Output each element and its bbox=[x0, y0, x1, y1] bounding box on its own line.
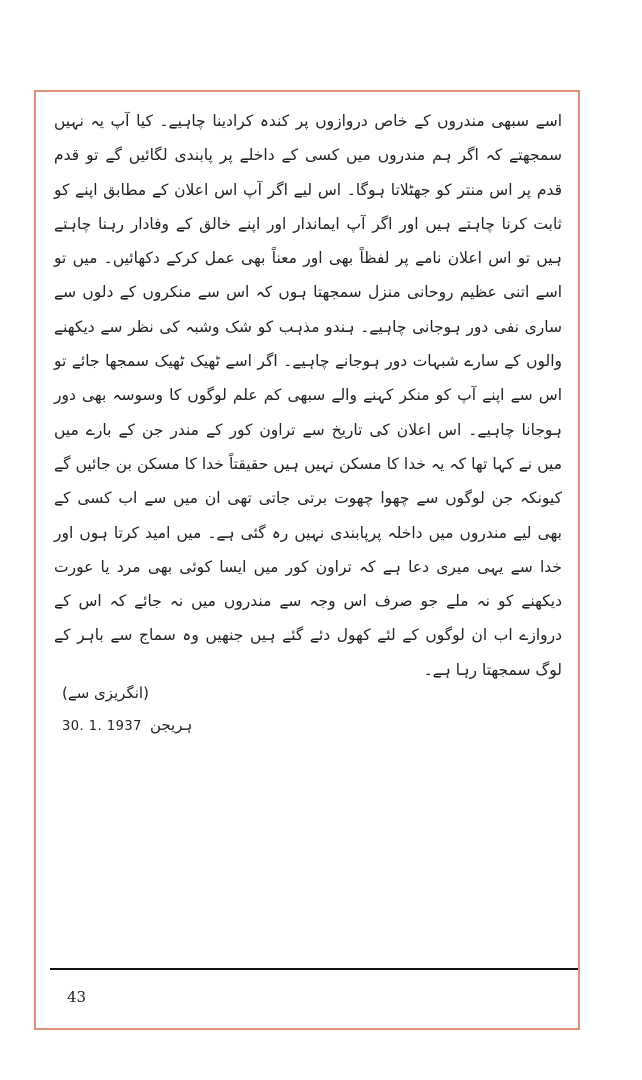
publication-line bbox=[62, 716, 192, 734]
publication-name: ہریجن bbox=[149, 716, 193, 734]
body-paragraph: اسے سبھی مندروں کے خاص دروازوں پر کندہ کرادینا چاہیے۔ کیا آپ یہ نہیں سمجھتے کہ اگر ہم مندروں میں کسی کے داخلے پر پابندی لگائیں گے تو قدم قدم پر اس منتر کو جھٹلاتا ہوگا۔ اس لیے اگر آپ اس اعلان کے مطابق اپنے کو ثابت کرنا چاہتے ہیں اور اگر آپ ایماندار اور اپنے خالق کے وفادار رہنا چاہتے ہیں تو اس اعلان نامے پر لفظاً بھی اور معناً بھی عمل کرکے دکھائیں۔ میں تو اسے اتنی عظیم روحانی منزل سمجھتا ہوں کہ اس سے منکروں کے دلوں سے ساری نفی دور ہوجانی چاہیے۔ ہندو مذہب کو شک وشبہ کی نظر سے دیکھنے والوں کے سارے شبہات دور ہوجانے چاہیے۔ اگر اسے ٹھیک ٹھیک سمجھا جائے تو اس سے اپنے آپ کو منکر کہنے والے سبھی کم علم لوگوں کا وسوسہ بھی دور ہوجانا چاہیے۔ اس اعلان کی تاریخ سے تراون کور کے مندر جن کے بارے میں میں نے کہا تھا کہ یہ خدا کا مسکن نہیں ہیں حقیقتاً خدا کا مسکن بن جائیں گے کیونکہ جن لوگوں سے چھوا چھوت برتی جاتی تھی ان میں سے اب کسی کے بھی لیے مندروں میں داخلہ پرپابندی نہیں رہ گئی ہے۔ میں امید کرتا ہوں اور خدا سے یہی میری دعا ہے کہ تراون کور میں ایسا کوئی بھی مرد یا عورت دیکھنے کو نہ ملے جو صرف اس وجہ سے مندروں میں نہ جائے کہ اس کے دروازے اب ان لوگوں کے لئے کھول دئے گئے ہیں جنھیں وہ سماج سے باہر کے لوگ سمجھتا رہا ہے۔ bbox=[54, 112, 562, 679]
footer-rule bbox=[50, 968, 578, 970]
publication-date: 30. 1. 1937 bbox=[62, 719, 142, 734]
page-number: 43 bbox=[67, 988, 87, 1006]
source-note: (انگریزی سے) bbox=[62, 684, 149, 702]
